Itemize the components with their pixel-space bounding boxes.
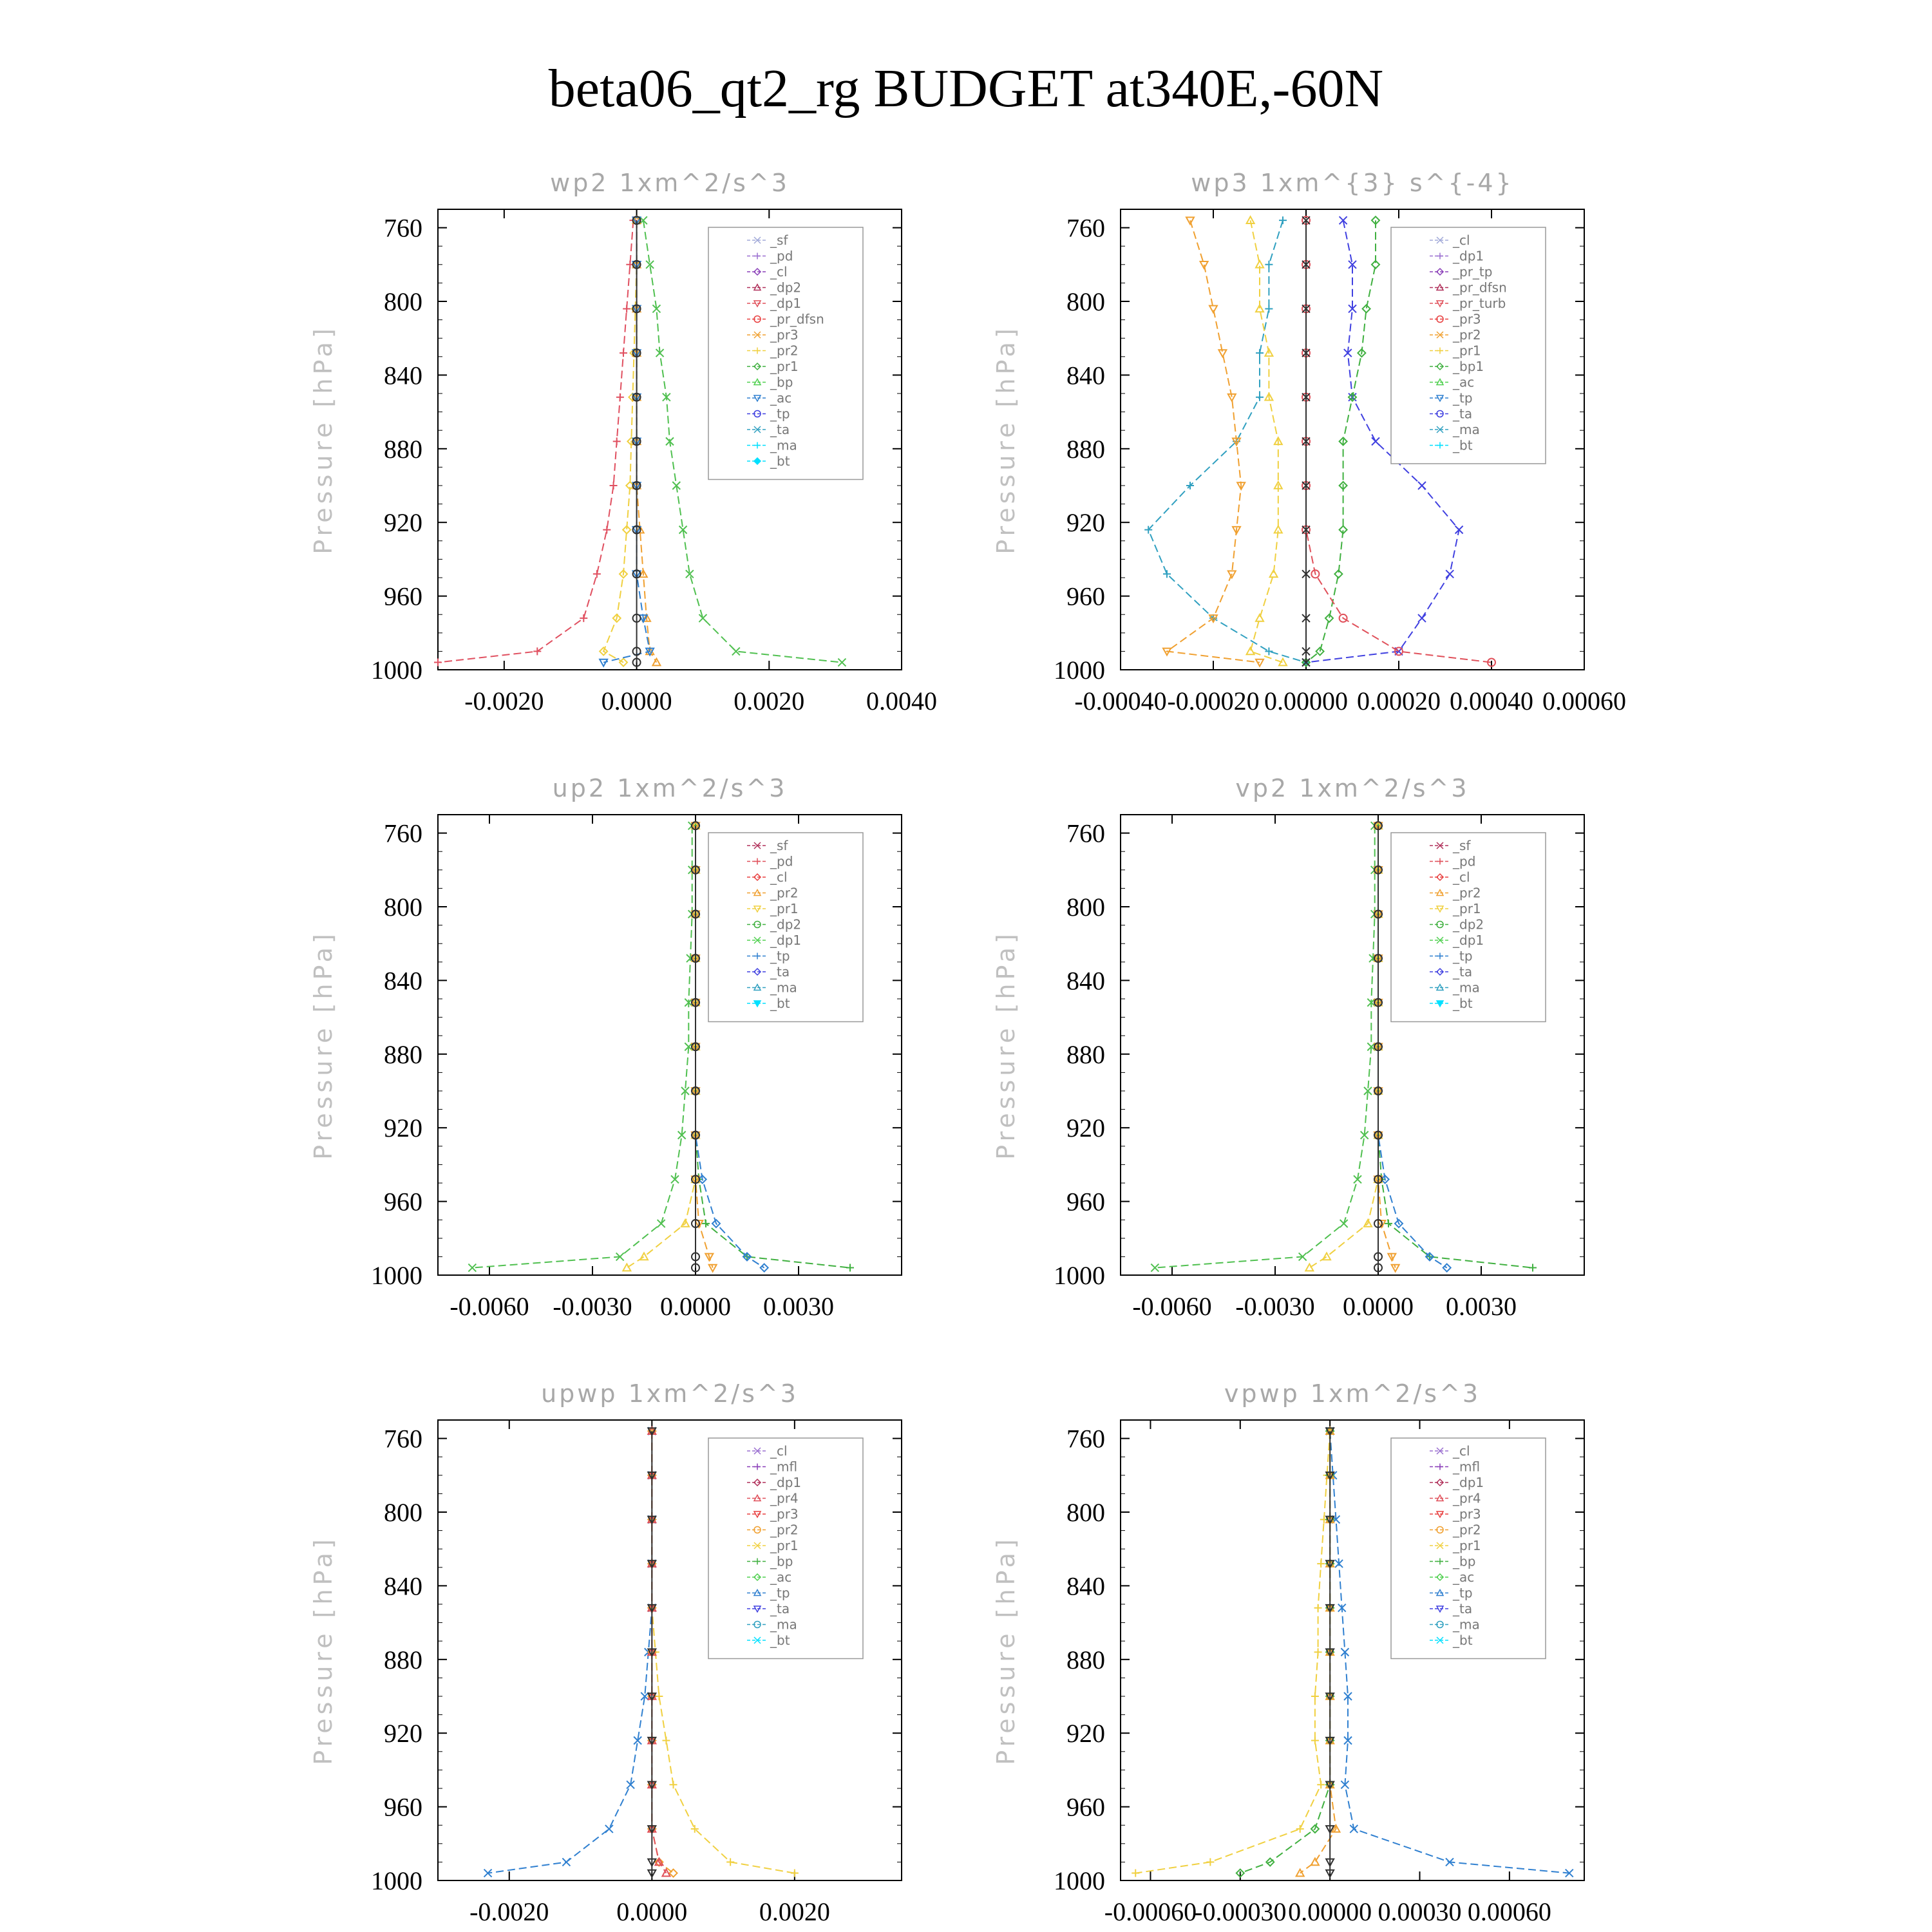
legend-entry: _ta	[1453, 1601, 1473, 1616]
data-point	[1317, 1560, 1325, 1567]
y-tick-label: 920	[384, 508, 422, 538]
legend-entry: _ta	[1453, 406, 1473, 422]
legend-entry: _pd	[770, 853, 793, 869]
y-tick-label: 920	[1066, 1719, 1105, 1748]
y-tick-label: 920	[1066, 1113, 1105, 1143]
x-tick-label: 0.0000	[660, 1292, 731, 1321]
data-point	[1418, 482, 1426, 489]
legend-entry: _dp2	[770, 916, 802, 933]
data-point	[1311, 1692, 1319, 1700]
legend-entry: _ma	[1453, 1616, 1480, 1633]
x-tick-label: -0.0030	[553, 1292, 632, 1321]
x-tick-label: 0.00060	[1467, 1897, 1551, 1926]
legend-entry: _ac	[1453, 374, 1475, 390]
legend-entry: _bt	[770, 1633, 790, 1648]
y-tick-label: 840	[384, 966, 422, 996]
data-point	[1151, 1264, 1159, 1272]
y-axis-label: Pressure [hPa]	[992, 930, 1020, 1160]
data-point	[1311, 1737, 1319, 1745]
y-tick-label: 800	[384, 893, 422, 922]
y-tick-label: 920	[1066, 508, 1105, 538]
data-point	[791, 1870, 799, 1877]
data-point	[613, 437, 621, 445]
legend-entry: _ta	[1453, 964, 1473, 980]
legend-entry: _pr1	[1453, 901, 1481, 916]
x-tick-label: 0.0000	[601, 687, 672, 715]
legend-entry: _tp	[770, 1585, 790, 1601]
series-_pr2	[1163, 217, 1264, 666]
x-tick-label: 0.00000	[1288, 1897, 1372, 1926]
legend-entry: _pr_tp	[1453, 264, 1493, 279]
y-tick-label: 760	[384, 1424, 422, 1454]
data-point	[1265, 647, 1273, 655]
x-tick-label: 0.0020	[734, 687, 805, 715]
chart-panel-5	[309, 1379, 902, 1926]
legend-entry: _dp2	[770, 279, 802, 296]
y-tick-label: 840	[1066, 361, 1105, 390]
y-axis-label: Pressure [hPa]	[309, 1535, 337, 1765]
chart-panel-2	[992, 169, 1626, 715]
data-point	[1256, 393, 1264, 401]
series-line	[472, 826, 692, 1267]
legend-entry: _cl	[1453, 869, 1470, 885]
data-point	[670, 1781, 677, 1788]
x-tick-label: 0.0020	[759, 1897, 830, 1926]
legend-entry: _cl	[770, 264, 788, 279]
legend-entry: _pr2	[770, 885, 799, 901]
data-point	[1270, 570, 1278, 577]
data-point	[1446, 570, 1454, 578]
y-tick-label: 1000	[1054, 1261, 1105, 1290]
legend-entry: _bp	[770, 374, 793, 390]
data-point	[838, 659, 846, 667]
data-point	[1314, 1604, 1322, 1612]
series-_tp	[484, 1427, 656, 1877]
chart-panel-1	[309, 169, 937, 715]
legend-entry: _pr4	[770, 1490, 799, 1506]
data-point	[1314, 1648, 1322, 1656]
series-_dp1	[1151, 822, 1378, 1271]
y-tick-label: 960	[1066, 582, 1105, 611]
legend-entry: _tp	[1453, 948, 1473, 964]
y-tick-label: 960	[1066, 1792, 1105, 1822]
data-point	[620, 349, 627, 357]
y-tick-label: 960	[384, 1792, 422, 1822]
y-axis-label: Pressure [hPa]	[992, 325, 1020, 554]
x-tick-label: 0.00020	[1357, 687, 1441, 715]
legend-entry: _pr3	[1453, 311, 1481, 327]
legend-entry: _dp1	[770, 296, 802, 311]
legend-entry: _pr3	[770, 1506, 799, 1522]
legend-entry: _pr4	[1453, 1490, 1481, 1506]
series-line	[1148, 220, 1306, 662]
data-point	[1311, 1858, 1319, 1865]
x-tick-label: 0.0030	[1446, 1292, 1517, 1321]
legend-entry: _bt	[770, 453, 790, 469]
legend-entry: _bt	[770, 996, 790, 1011]
data-point	[600, 659, 607, 667]
legend-entry: _pr_dfsn	[770, 311, 824, 327]
legend-entry: _bp	[770, 1553, 793, 1569]
data-point	[1529, 1264, 1537, 1272]
legend-entry: _pd	[770, 248, 793, 264]
legend-entry: _ma	[1453, 980, 1480, 996]
legend-entry: _pr1	[770, 1538, 799, 1553]
y-axis-label: Pressure [hPa]	[309, 930, 337, 1160]
y-tick-label: 760	[1066, 213, 1105, 243]
legend-entry: _pr1	[1453, 343, 1481, 359]
series-_bp1	[1302, 216, 1379, 666]
y-tick-label: 920	[384, 1113, 422, 1143]
series-_pr1	[1247, 216, 1287, 665]
x-tick-label: 0.0000	[1343, 1292, 1414, 1321]
legend-entry: _dp1	[1453, 248, 1484, 264]
legend-entry: _tp	[770, 948, 790, 964]
legend-entry: _pr2	[770, 1522, 799, 1538]
page-title: beta06_qt2_rg BUDGET at340E,-60N	[548, 59, 1384, 118]
data-point	[610, 482, 618, 489]
y-tick-label: 760	[384, 213, 422, 243]
data-point	[603, 526, 611, 534]
legend-entry: _pr2	[1453, 327, 1481, 343]
legend-entry: _ta	[770, 422, 790, 437]
series-_dp1	[434, 216, 637, 666]
data-point	[1256, 305, 1264, 312]
y-tick-label: 880	[384, 1645, 422, 1674]
data-point	[1340, 1220, 1348, 1227]
legend-entry: _dp1	[770, 933, 802, 948]
series-_dp1	[468, 822, 696, 1271]
y-tick-label: 800	[384, 287, 422, 316]
data-point	[1256, 614, 1264, 621]
legend-entry: _ma	[770, 437, 797, 453]
y-tick-label: 960	[1066, 1187, 1105, 1217]
y-tick-label: 760	[1066, 1424, 1105, 1454]
data-point	[699, 614, 706, 622]
chart-title: up2 1xm^2/s^3	[552, 774, 788, 802]
series-_tp	[600, 217, 654, 666]
legend-entry: _ta	[770, 1601, 790, 1616]
data-point	[623, 305, 630, 312]
y-tick-label: 840	[384, 1571, 422, 1601]
y-tick-label: 840	[1066, 966, 1105, 996]
y-tick-label: 1000	[1054, 1866, 1105, 1895]
x-tick-label: 0.00040	[1450, 687, 1533, 715]
y-tick-label: 800	[1066, 893, 1105, 922]
legend-entry: _ac	[1453, 1569, 1475, 1585]
x-tick-label: -0.0060	[1132, 1292, 1212, 1321]
legend-entry: _dp1	[770, 1475, 802, 1490]
data-point	[593, 570, 601, 578]
panels	[309, 169, 1626, 1926]
data-point	[846, 1264, 854, 1272]
legend-entry: _tp	[770, 406, 790, 422]
legend-entry: _pd	[1453, 853, 1476, 869]
x-tick-label: -0.00040	[1074, 687, 1167, 715]
data-point	[1265, 305, 1273, 312]
y-tick-label: 880	[1066, 434, 1105, 464]
legend-entry: _dp1	[1453, 1475, 1484, 1490]
y-tick-label: 960	[384, 1187, 422, 1217]
legend-entry: _pr1	[1453, 1538, 1481, 1553]
y-tick-label: 1000	[371, 1866, 422, 1895]
x-tick-label: -0.0030	[1235, 1292, 1315, 1321]
data-point	[623, 1264, 630, 1271]
chart-title: vpwp 1xm^2/s^3	[1224, 1379, 1481, 1408]
x-tick-label: -0.00020	[1167, 687, 1260, 715]
legend-entry: _ac	[770, 390, 792, 406]
data-point	[1256, 349, 1264, 357]
x-tick-label: 0.0000	[616, 1897, 688, 1926]
data-point	[1279, 216, 1287, 224]
y-tick-label: 880	[1066, 1039, 1105, 1069]
legend-entry: _pr2	[770, 343, 799, 359]
y-tick-label: 800	[1066, 1498, 1105, 1527]
data-point	[1265, 261, 1273, 269]
legend-entry: _bp1	[1453, 359, 1484, 374]
y-axis-label: Pressure [hPa]	[309, 325, 337, 554]
legend-entry: _sf	[770, 232, 788, 248]
data-point	[726, 1858, 734, 1866]
x-tick-label: 0.00000	[1264, 687, 1348, 715]
y-tick-label: 880	[1066, 1645, 1105, 1674]
series-line	[1135, 1431, 1330, 1873]
data-point	[1256, 659, 1264, 667]
x-tick-label: -0.00060	[1104, 1897, 1197, 1926]
chart-panel-6	[992, 1379, 1584, 1926]
legend-entry: _pr2	[1453, 1522, 1481, 1538]
legend-entry: _sf	[770, 838, 788, 853]
y-tick-label: 920	[384, 1719, 422, 1748]
legend-entry: _bt	[1453, 996, 1473, 1011]
x-tick-label: -0.00030	[1194, 1897, 1287, 1926]
x-tick-label: 0.0040	[866, 687, 937, 715]
series-line	[1251, 220, 1283, 662]
legend-entry: _pr1	[770, 901, 799, 916]
x-tick-label: -0.0020	[464, 687, 544, 715]
chart-panel-3	[309, 774, 902, 1321]
legend-entry: _cl	[1453, 232, 1470, 248]
series-line	[627, 826, 696, 1267]
chart-title: upwp 1xm^2/s^3	[541, 1379, 799, 1408]
data-point	[434, 659, 442, 667]
y-tick-label: 1000	[1054, 656, 1105, 685]
legend-entry: _dp2	[1453, 916, 1484, 933]
y-tick-label: 800	[1066, 287, 1105, 316]
x-tick-label: 0.00060	[1542, 687, 1626, 715]
series-line	[1306, 220, 1376, 662]
legend-entry: _cl	[770, 869, 788, 885]
data-point	[1317, 1781, 1325, 1788]
chart-title: wp3 1xm^{3} s^{-4}	[1191, 169, 1514, 197]
data-point	[468, 1264, 476, 1272]
legend-entry: _bt	[1453, 437, 1473, 453]
legend-entry: _bp	[1453, 1553, 1476, 1569]
legend-entry: _ta	[770, 964, 790, 980]
series-line	[488, 1431, 652, 1873]
y-tick-label: 1000	[371, 656, 422, 685]
data-point	[1206, 1858, 1214, 1866]
legend-entry: _pr3	[1453, 1506, 1481, 1522]
data-point	[662, 1737, 670, 1745]
legend-entry: _pr_dfsn	[1453, 279, 1507, 296]
legend-entry: _pr2	[1453, 885, 1481, 901]
series-line	[438, 220, 633, 662]
legend-entry: _cl	[770, 1443, 788, 1459]
legend-entry: _mfl	[1453, 1459, 1481, 1475]
data-point	[1305, 1264, 1313, 1271]
legend-entry: _sf	[1453, 838, 1471, 853]
x-tick-label: 0.0030	[763, 1292, 834, 1321]
data-point	[605, 1825, 613, 1833]
y-tick-label: 840	[1066, 1571, 1105, 1601]
data-point	[1418, 614, 1426, 622]
y-axis-label: Pressure [hPa]	[992, 1535, 1020, 1765]
data-point	[1209, 306, 1217, 313]
x-tick-label: -0.0020	[469, 1897, 549, 1926]
legend-entry: _tp	[1453, 1585, 1473, 1601]
data-point	[658, 1220, 665, 1227]
legend-entry: _pr3	[770, 327, 799, 343]
legend-entry: _ac	[770, 1569, 792, 1585]
series-_pr1	[1132, 1427, 1334, 1877]
legend-entry: _bt	[1453, 1633, 1473, 1648]
series-line	[1309, 826, 1378, 1267]
chart-panel-4	[992, 774, 1584, 1321]
legend-entry: _ma	[1453, 422, 1480, 437]
series-_bt	[1302, 216, 1310, 666]
legend-entry: _pr1	[770, 359, 799, 374]
legend-entry: _ma	[770, 980, 797, 996]
chart-title: wp2 1xm^2/s^3	[550, 169, 790, 197]
series-_ma	[1144, 216, 1310, 666]
data-point	[1372, 437, 1379, 445]
legend-entry: _mfl	[770, 1459, 798, 1475]
data-point	[1247, 647, 1255, 654]
data-point	[1132, 1870, 1139, 1877]
y-tick-label: 800	[384, 1498, 422, 1527]
data-point	[1296, 1825, 1304, 1833]
legend-entry: _ma	[770, 1616, 797, 1633]
data-point	[562, 1858, 570, 1866]
series-line	[1167, 220, 1260, 662]
legend-entry: _tp	[1453, 390, 1473, 406]
y-tick-label: 880	[384, 434, 422, 464]
chart-title: vp2 1xm^2/s^3	[1235, 774, 1470, 802]
data-point	[616, 393, 624, 401]
series-line	[1155, 826, 1374, 1267]
legend-entry: _cl	[1453, 1443, 1470, 1459]
x-tick-label: -0.0060	[450, 1292, 529, 1321]
legend-entry: _dp1	[1453, 933, 1484, 948]
legend-entry: _pr_turb	[1453, 296, 1506, 311]
x-tick-label: 0.00030	[1378, 1897, 1462, 1926]
y-tick-label: 760	[1066, 819, 1105, 848]
y-tick-label: 760	[384, 819, 422, 848]
y-tick-label: 1000	[371, 1261, 422, 1290]
y-tick-label: 960	[384, 582, 422, 611]
y-tick-label: 840	[384, 361, 422, 390]
y-tick-label: 880	[384, 1039, 422, 1069]
